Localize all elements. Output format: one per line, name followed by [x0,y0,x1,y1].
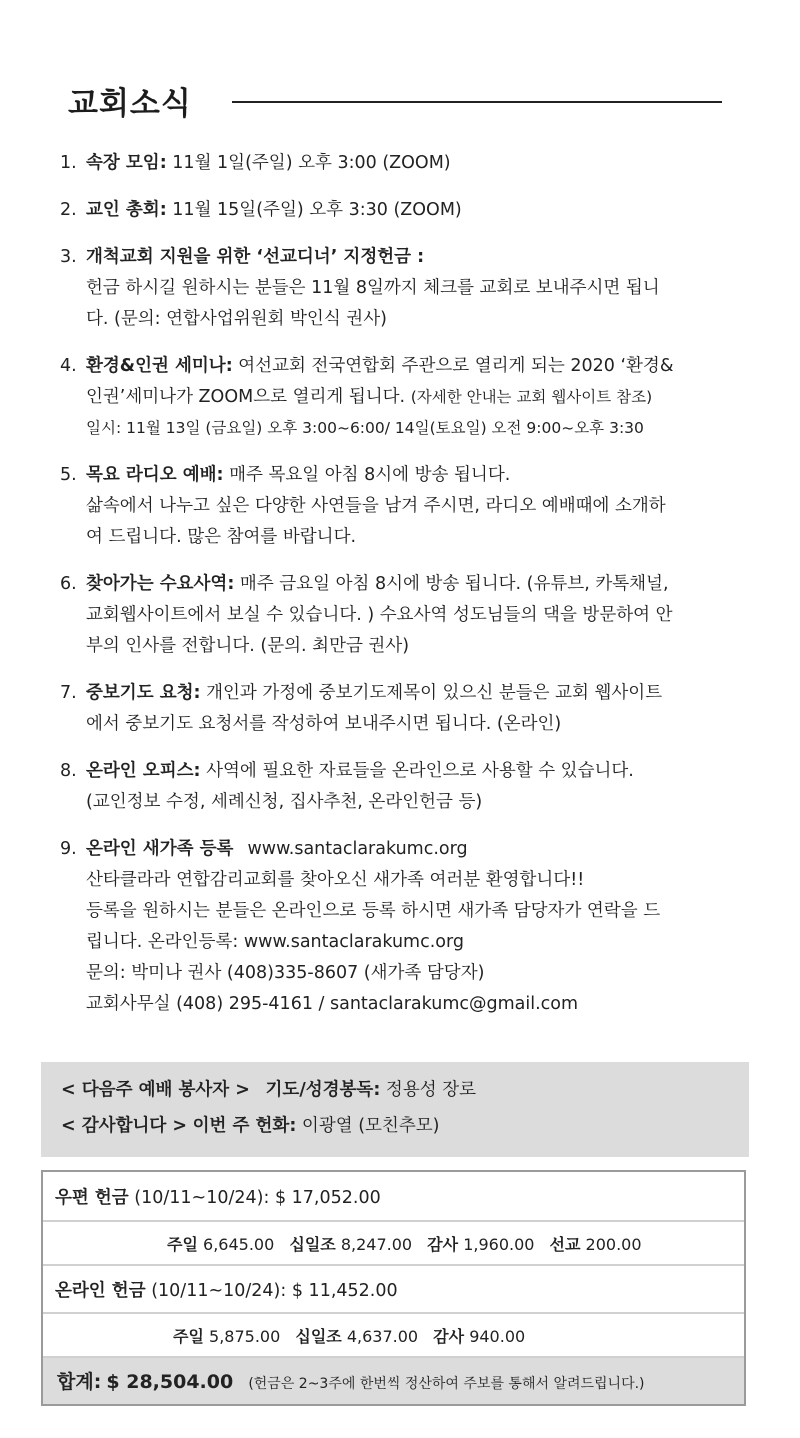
breakdown-label: 주일 [167,1235,198,1254]
online-amount: $ 11,452.00 [291,1281,398,1301]
item-text: 여선교회 전국연합회 주관으로 열리게 되는 2020 ‘환경& [238,356,674,376]
postal-breakdown-row [43,1222,744,1266]
item-schedule: 일시: 11월 13일 (금요일) 오후 3:00~6:00/ 14일(토요일) 오전 9:00~오후 3:30 [86,419,644,437]
total-note: (헌금은 2~3주에 한번씩 정산하여 주보를 통해서 알려드립니다.) [248,1376,645,1392]
breakdown-amount: 6,645.00 [203,1235,275,1254]
item-number: 1. [60,153,77,173]
item-number: 2. [60,200,77,220]
breakdown-amount: 5,875.00 [209,1327,281,1346]
volunteer-notice [41,1062,749,1157]
item-text: 11월 1일(주일) 오후 3:00 (ZOOM) [172,153,451,173]
item-heading: 교인 총회: [86,200,167,220]
list-item [56,834,756,1020]
breakdown-label: 십일조 [295,1327,342,1346]
breakdown-amount: 1,960.00 [463,1235,535,1254]
item-number: 3. [60,247,77,267]
item-text: (교인정보 수정, 세례신청, 집사추천, 온라인헌금 등) [86,792,483,812]
list-item [56,569,756,662]
total-label: 합계: [57,1371,102,1393]
notice-label: < 감사합니다 > [61,1116,188,1136]
item-number: 7. [60,683,77,703]
item-heading: 목요 라디오 예배: [86,465,224,485]
total-row [43,1358,744,1404]
breakdown-amount: 940.00 [469,1327,526,1346]
news-list [56,148,756,1036]
item-heading: 개척교회 지원을 위한 ‘선교디너’ 지정헌금 : [86,247,425,267]
list-item [56,195,756,226]
notice-label: < 다음주 예배 봉사자 > [61,1080,250,1100]
item-heading: 찾아가는 수요사역: [86,574,235,594]
postal-label: 우편 헌금 [55,1188,129,1208]
item-text: 매주 금요일 아침 8시에 방송 됩니다. (유튜브, 카톡채널, [239,574,669,594]
breakdown-label: 주일 [173,1327,204,1346]
postal-amount: $ 17,052.00 [274,1188,381,1208]
notice-name: 이광열 (모친추모) [301,1116,440,1136]
item-text: 다. (문의: 연합사업위원회 박인식 권사) [86,309,387,329]
online-offering-row [43,1266,744,1314]
list-item [56,678,756,740]
item-text: 부의 인사를 전합니다. (문의. 최만금 권사) [86,636,410,656]
item-text: 립니다. 온라인등록: www.santaclarakumc.org [86,932,464,952]
item-heading: 온라인 오피스: [86,761,201,781]
item-number: 6. [60,574,77,594]
notice-role: 이번 주 헌화: [192,1116,297,1136]
item-text: 문의: 박미나 권사 (408)335-8607 (새가족 담당자) [86,963,485,983]
item-text: 매주 목요일 아침 8시에 방송 됩니다. [229,465,511,485]
item-number: 8. [60,761,77,781]
item-text: 개인과 가정에 중보기도제목이 있으신 분들은 교회 웹사이트 [206,683,663,703]
item-text: 에서 중보기도 요청서를 작성하여 보내주시면 됩니다. (온라인) [86,714,562,734]
breakdown-label: 감사 [427,1235,459,1254]
offering-ledger [41,1170,746,1406]
list-item [56,148,756,179]
item-heading: 환경&인권 세미나: [86,356,233,376]
item-number: 5. [60,465,77,485]
page-title: 교회소식 [68,86,192,122]
item-text: 삶속에서 나누고 싶은 다양한 사연들을 남겨 주시면, 라디오 예배때에 소개하 [86,496,666,516]
list-item [56,242,756,335]
item-text: 교회사무실 (408) 295-4161 / santaclarakumc@gmail.com [86,994,579,1014]
item-text: 인권’세미나가 ZOOM으로 열리게 됩니다. [86,387,406,407]
title-divider [232,101,722,103]
news-header [68,78,728,122]
item-note: (자세한 안내는 교회 웹사이트 참조) [410,388,653,406]
item-text: 등록을 원하시는 분들은 온라인으로 등록 하시면 새가족 담당자가 연락을 드 [86,901,661,921]
breakdown-label: 선교 [549,1235,581,1254]
breakdown-amount: 200.00 [585,1235,642,1254]
item-number: 9. [60,839,77,859]
item-heading: 온라인 새가족 등록 [86,839,234,859]
list-item [56,756,756,818]
item-number: 4. [60,356,77,376]
online-breakdown-row [43,1314,744,1358]
online-label: 온라인 헌금 [55,1281,146,1301]
breakdown-amount: 4,637.00 [346,1327,419,1346]
item-heading: 속장 모임: [86,153,167,173]
breakdown-amount: 8,247.00 [340,1235,413,1254]
postal-offering-row [43,1172,744,1222]
list-item [56,460,756,553]
online-period: (10/11~10/24): [151,1281,287,1301]
item-text: 산타클라라 연합감리교회를 찾아오신 새가족 여러분 환영합니다!! [86,870,585,890]
breakdown-label: 감사 [433,1327,465,1346]
breakdown-label: 십일조 [289,1235,336,1254]
item-heading: 중보기도 요청: [86,683,201,703]
list-item [56,351,756,444]
postal-period: (10/11~10/24): [134,1188,270,1208]
total-amount: $ 28,504.00 [106,1371,234,1393]
notice-name: 정용성 장로 [385,1080,477,1100]
item-text: 여 드립니다. 많은 참여를 바랍니다. [86,527,357,547]
item-text: 11월 15일(주일) 오후 3:30 (ZOOM) [172,200,462,220]
website-link[interactable]: www.santaclarakumc.org [247,839,468,859]
item-text: 사역에 필요한 자료들을 온라인으로 사용할 수 있습니다. [206,761,634,781]
item-text: 교회웹사이트에서 보실 수 있습니다. ) 수요사역 성도님들의 댁을 방문하여 안 [86,605,673,625]
item-text: 헌금 하시길 원하시는 분들은 11월 8일까지 체크를 교회로 보내주시면 됩니 [86,278,660,298]
notice-role: 기도/성경봉독: [265,1080,381,1100]
